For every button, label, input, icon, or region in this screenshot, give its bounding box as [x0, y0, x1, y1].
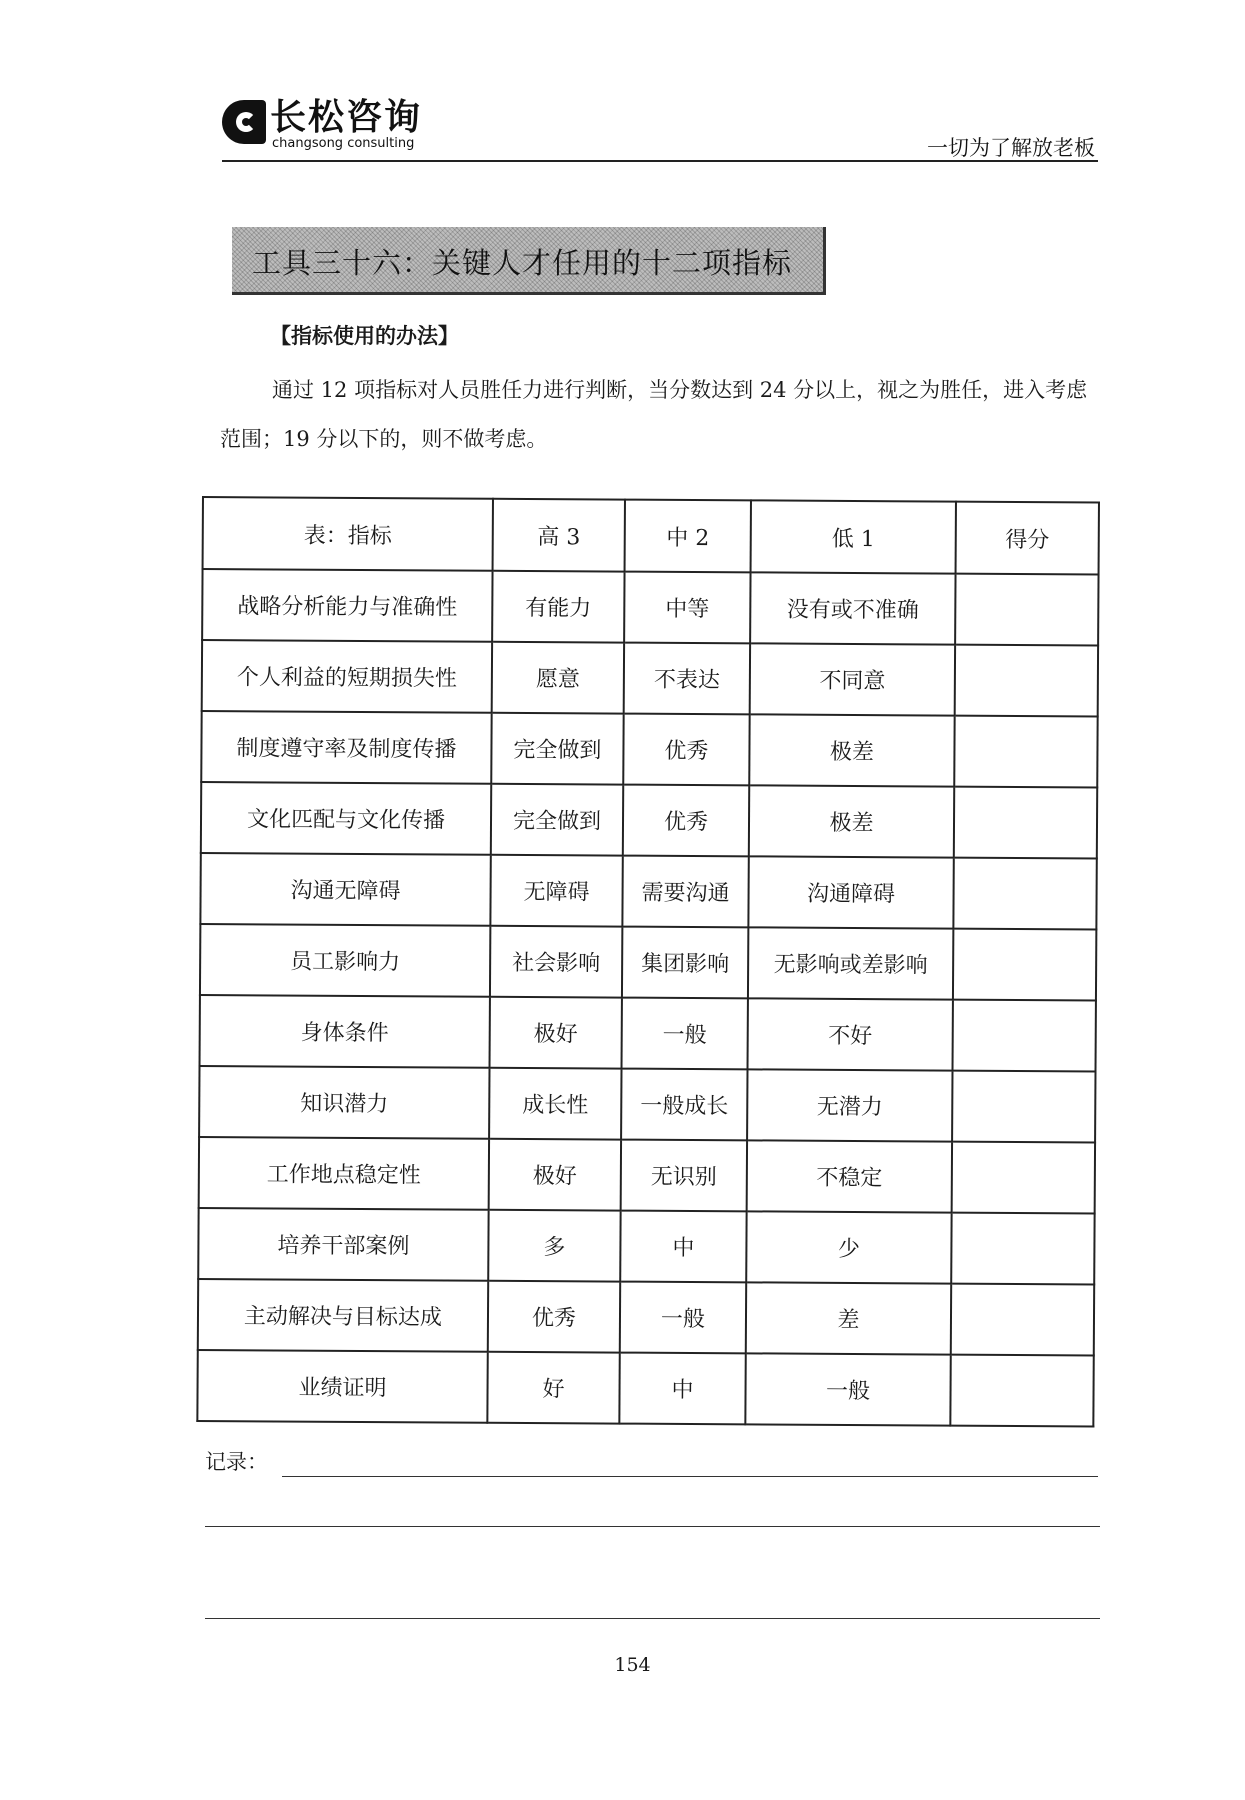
medium-cell: 优秀: [623, 714, 749, 786]
indicator-cell: 培养干部案例: [198, 1208, 488, 1281]
high-cell: 优秀: [488, 1281, 620, 1353]
score-cell[interactable]: [955, 645, 1098, 717]
indicator-cell: 知识潜力: [199, 1066, 489, 1139]
header-high: 高 3: [493, 499, 625, 572]
medium-cell: 需要沟通: [622, 856, 748, 928]
medium-cell: 无识别: [621, 1140, 747, 1212]
page-number: 154: [614, 1654, 651, 1676]
score-cell[interactable]: [951, 1284, 1094, 1356]
table-row: [199, 1137, 1095, 1213]
indicator-cell: 身体条件: [200, 995, 490, 1068]
score-cell[interactable]: [953, 1000, 1096, 1072]
header-score: 得分: [956, 502, 1099, 575]
table-row: [202, 640, 1098, 716]
score-cell[interactable]: [953, 858, 1096, 930]
table-row: [200, 853, 1096, 929]
score-cell[interactable]: [952, 1071, 1095, 1143]
high-cell: 完全做到: [491, 784, 623, 856]
table-row: [200, 924, 1096, 1000]
indicator-table: [196, 496, 1100, 1427]
tool-title-banner: [232, 227, 826, 295]
logo-chinese-name: 长松咨询: [270, 97, 423, 138]
high-cell: 愿意: [492, 642, 624, 714]
score-cell[interactable]: [951, 1213, 1094, 1285]
record-line-3[interactable]: [205, 1618, 1100, 1619]
score-cell[interactable]: [955, 574, 1098, 646]
medium-cell: 一般成长: [621, 1069, 747, 1141]
high-cell: 极好: [489, 1139, 621, 1211]
low-cell: 没有或不准确: [750, 572, 955, 644]
section-subheading: 【指标使用的办法】: [270, 324, 459, 348]
header-slogan: 一切为了解放老板: [927, 136, 1095, 160]
header-divider: [222, 160, 1098, 162]
record-line-1[interactable]: [282, 1476, 1098, 1477]
instruction-paragraph: 通过 12 项指标对人员胜任力进行判断，当分数达到 24 分以上，视之为胜任，进入考虑范围；19 分以下的，则不做考虑。: [220, 378, 1088, 451]
logo-mark-icon: [222, 100, 266, 144]
medium-cell: 中: [619, 1353, 745, 1425]
high-cell: 完全做到: [491, 713, 623, 785]
low-cell: 少: [746, 1211, 951, 1283]
medium-cell: 不表达: [624, 643, 750, 715]
low-cell: 无影响或差影响: [748, 927, 953, 999]
table-row: [201, 711, 1097, 787]
table-row: [201, 782, 1097, 858]
record-label: 记录：: [205, 1450, 268, 1474]
low-cell: 一般: [745, 1353, 950, 1425]
score-cell[interactable]: [953, 929, 1096, 1001]
table-header-row: [203, 497, 1099, 574]
header-medium: 中 2: [625, 500, 751, 573]
medium-cell: 一般: [622, 998, 748, 1070]
score-cell[interactable]: [954, 787, 1097, 859]
high-cell: 多: [488, 1210, 620, 1282]
table-row: [199, 1066, 1095, 1142]
score-cell[interactable]: [952, 1142, 1095, 1214]
table-body: [197, 569, 1098, 1426]
score-cell[interactable]: [954, 716, 1097, 788]
medium-cell: 优秀: [623, 785, 749, 857]
high-cell: 成长性: [489, 1068, 621, 1140]
low-cell: 沟通障碍: [748, 856, 953, 928]
indicator-cell: 文化匹配与文化传播: [201, 782, 491, 855]
indicator-cell: 个人利益的短期损失性: [202, 640, 492, 713]
indicator-cell: 业绩证明: [197, 1350, 487, 1423]
indicator-cell: 沟通无障碍: [200, 853, 490, 926]
logo-english-name: changsong consulting: [272, 136, 415, 151]
low-cell: 不同意: [750, 643, 955, 715]
indicator-cell: 工作地点稳定性: [199, 1137, 489, 1210]
table-row: [198, 1208, 1094, 1284]
indicator-cell: 制度遵守率及制度传播: [201, 711, 491, 784]
header-indicator: 表：指标: [203, 497, 493, 571]
table-row: [200, 995, 1096, 1071]
high-cell: 有能力: [492, 571, 624, 643]
low-cell: 无潜力: [747, 1069, 952, 1141]
table-row: [198, 1279, 1094, 1355]
table-row: [197, 1350, 1093, 1426]
company-logo: [222, 98, 432, 154]
tool-title: 工具三十六：关键人才任用的十二项指标: [252, 246, 793, 280]
indicator-cell: 主动解决与目标达成: [198, 1279, 488, 1352]
high-cell: 社会影响: [490, 926, 622, 998]
low-cell: 极差: [749, 785, 954, 857]
medium-cell: 集团影响: [622, 927, 748, 999]
indicator-table-wrapper: [202, 496, 1098, 1422]
low-cell: 不稳定: [747, 1140, 952, 1212]
medium-cell: 中等: [624, 572, 750, 644]
low-cell: 极差: [749, 714, 954, 786]
medium-cell: 一般: [620, 1282, 746, 1354]
indicator-cell: 员工影响力: [200, 924, 490, 997]
low-cell: 差: [746, 1282, 951, 1354]
table-row: [202, 569, 1098, 645]
record-line-2[interactable]: [205, 1526, 1100, 1527]
indicator-cell: 战略分析能力与准确性: [202, 569, 492, 642]
score-cell[interactable]: [950, 1355, 1093, 1427]
high-cell: 极好: [490, 997, 622, 1069]
medium-cell: 中: [620, 1211, 746, 1283]
header-low: 低 1: [751, 500, 956, 573]
low-cell: 不好: [748, 998, 953, 1070]
high-cell: 无障碍: [490, 855, 622, 927]
high-cell: 好: [487, 1352, 619, 1424]
